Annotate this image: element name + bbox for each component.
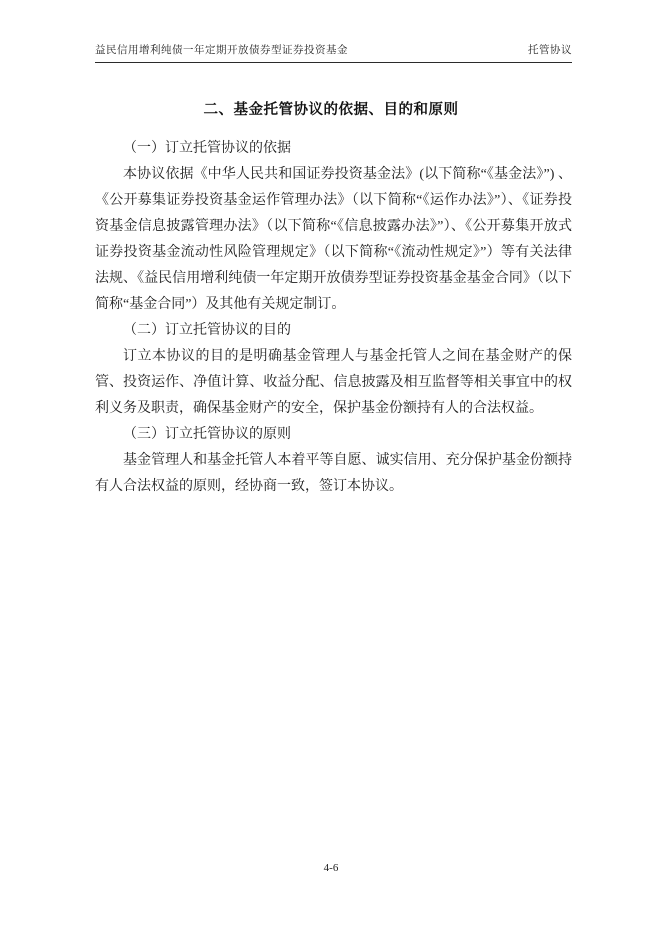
- paragraph-purpose: 订立本协议的目的是明确基金管理人与基金托管人之间在基金财产的保管、投资运作、净值计算、收益分配、信息披露及相互监督等相关事宜中的权利义务及职责，确保基金财产的安全，保护基金份额持有人的合法权益。: [95, 349, 572, 416]
- paragraph-principles: 基金管理人和基金托管人本着平等自愿、诚实信用、充分保护基金份额持有人合法权益的原则，经协商一致，签订本协议。: [95, 453, 572, 494]
- subsection-heading-principles: （三）订立托管协议的原则: [123, 427, 291, 442]
- header-doc-type: 托管协议: [528, 45, 572, 56]
- section-purpose: [95, 318, 572, 422]
- subsection-heading-purpose: （二）订立托管协议的目的: [123, 323, 291, 338]
- paragraph-basis: 本协议依据《中华人民共和国证券投资基金法》(以下简称“《基金法》”) 、《公开募集证券投资基金运作管理办法》（以下简称“《运作办法》”）、《证券投资基金信息披露管理办法》（以下简称“《信息披露办法》”）、《公开募集开放式证券投资基金流动性风险管理规定》（以下简称“《流动性规定》”）等有关法律法规、《益民信用增利纯债一年定期开放债券型证券投资基金基金合同》（以下简称“基金合同”）及其他有关规定制订。: [95, 167, 572, 312]
- section-basis: [95, 136, 572, 318]
- section-principles: [95, 422, 572, 500]
- document-body: [95, 136, 572, 500]
- page-header: [95, 42, 572, 63]
- page-number: 4-6: [323, 862, 339, 874]
- page-footer: [0, 862, 662, 874]
- chapter-title: 二、基金托管协议的依据、目的和原则: [203, 102, 459, 118]
- header-fund-name: 益民信用增利纯债一年定期开放债券型证券投资基金: [95, 45, 348, 56]
- subsection-heading-basis: （一）订立托管协议的依据: [123, 141, 291, 156]
